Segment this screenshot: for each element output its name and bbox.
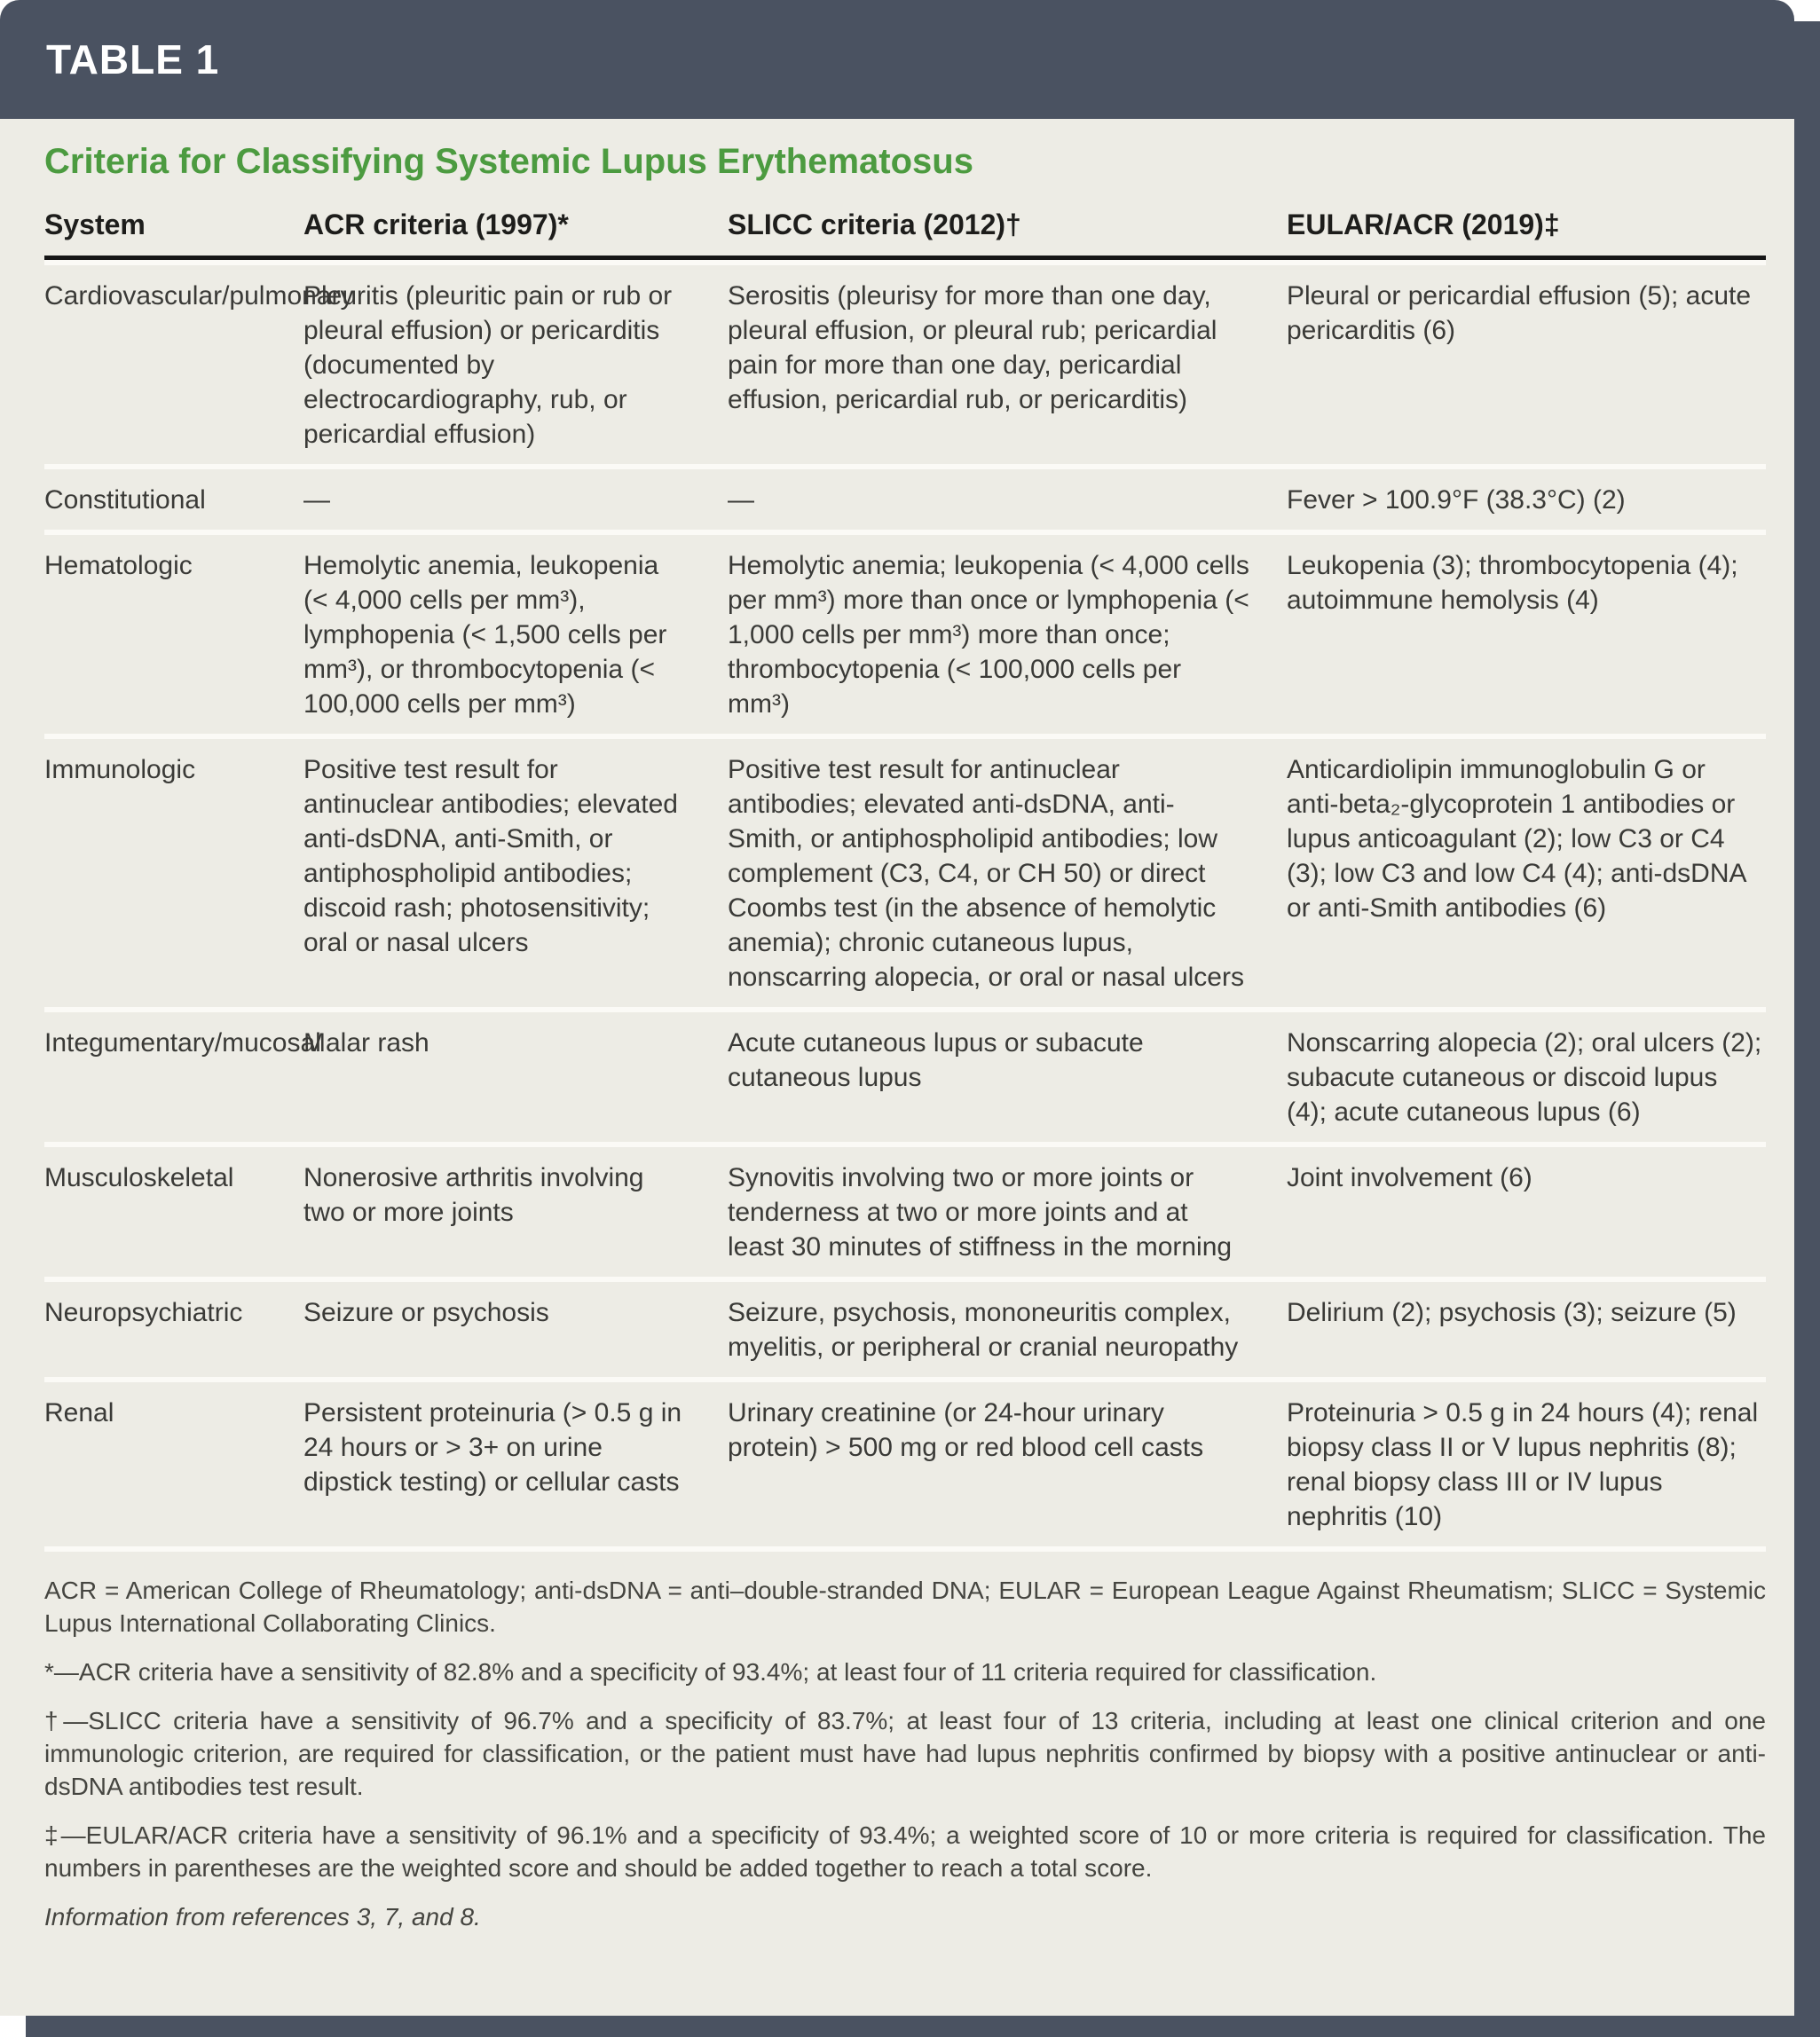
cell-slicc: Serositis (pleurisy for more than one day, pleural effusion, or pleural rub; pericardial pain for more than one day, pericardial effusion, pericardial rub, or pericarditis): [728, 281, 1217, 414]
footnote-slicc: †—SLICC criteria have a sensitivity of 96.7% and a specificity of 83.7%; at least four of 13 criteria, including at least one clinical criterion and one immunologic criterion, are required for classification, or the patient must have had lupus nephritis confirmed by biopsy with a positive antinuclear or anti-dsDNA antibodies test result.: [44, 1706, 1766, 1800]
column-header-slicc: SLICC criteria (2012)†: [728, 208, 1021, 240]
cell-system: Immunologic: [44, 755, 196, 784]
cell-eular: Joint involvement (6): [1287, 1163, 1532, 1192]
cell-acr: Malar rash: [303, 1028, 429, 1058]
footnote-source: Information from references 3, 7, and 8.: [44, 1902, 481, 1931]
cell-eular: Proteinuria > 0.5 g in 24 hours (4); renal biopsy class II or V lupus nephritis (8); renal biopsy class III or IV lupus nephritis (10): [1287, 1398, 1759, 1531]
card-shadow-right: [1794, 21, 1820, 2037]
cell-acr: Hemolytic anemia, leukopenia (< 4,000 cells per mm³), lymphopenia (< 1,500 cells per mm³), or thrombocytopenia (< 100,000 cells per mm³): [303, 551, 667, 719]
cell-acr: Seizure or psychosis: [303, 1298, 549, 1327]
cell-system: Cardiovascular/pulmonary: [44, 281, 354, 311]
cell-slicc: —: [728, 485, 754, 515]
table-header-bar: [0, 0, 1794, 119]
cell-eular: Nonscarring alopecia (2); oral ulcers (2); subacute cutaneous or discoid lupus (4); acute cutaneous lupus (6): [1287, 1028, 1762, 1127]
table-title: Criteria for Classifying Systemic Lupus Erythematosus: [44, 142, 973, 181]
table-row-integumentary: [44, 1007, 1766, 1142]
cell-slicc: Synovitis involving two or more joints or tenderness at two or more joints and at least 30 minutes of stiffness in the morning: [728, 1163, 1233, 1262]
cell-system: Musculoskeletal: [44, 1163, 234, 1192]
table-row-immunologic: [44, 734, 1766, 1007]
table-label: TABLE 1: [46, 36, 220, 83]
cell-acr: Positive test result for antinuclear antibodies; elevated anti-dsDNA, anti-Smith, or antiphospholipid antibodies; discoid rash; photosensitivity; oral or nasal ulcers: [303, 755, 678, 957]
cell-system: Renal: [44, 1398, 114, 1427]
cell-slicc: Positive test result for antinuclear antibodies; elevated anti-dsDNA, anti-Smith, or antiphospholipid antibodies; low complement (C3, C4, or CH 50) or direct Coombs test (in the absence of hemolytic anemia); chronic cutaneous lupus, nonscarring alopecia, or oral or nasal ulcers: [728, 755, 1244, 992]
footnotes: [44, 1575, 1766, 1934]
column-header-acr: ACR criteria (1997)*: [303, 208, 569, 240]
footnote-acr: *—ACR criteria have a sensitivity of 82.8% and a specificity of 93.4%; at least four of 11 criteria required for classification.: [44, 1657, 1377, 1686]
cell-slicc: Seizure, psychosis, mononeuritis complex, myelitis, or peripheral or cranial neuropathy: [728, 1298, 1239, 1362]
cell-system: Integumentary/mucosal: [44, 1028, 321, 1058]
cell-system: Constitutional: [44, 485, 206, 515]
table-end-divider: [44, 1546, 1766, 1552]
footnote-abbreviations: ACR = American College of Rheumatology; anti-dsDNA = anti–double-stranded DNA; EULAR = European League Against Rheumatism; SLICC = Systemic Lupus International Collaborating Clinics.: [44, 1577, 1766, 1637]
column-header-system: System: [44, 208, 146, 240]
cell-slicc: Hemolytic anemia; leukopenia (< 4,000 cells per mm³) more than once or lymphopenia (< 1,000 cells per mm³) more than once; thrombocytopenia (< 100,000 cells per mm³): [728, 551, 1249, 719]
column-header-eular: EULAR/ACR (2019)‡: [1287, 208, 1560, 240]
cell-slicc: Acute cutaneous lupus or subacute cutaneous lupus: [728, 1028, 1144, 1092]
table-body: [0, 119, 1794, 2016]
table-row-cardiovascular: [44, 260, 1766, 464]
cell-eular: Pleural or pericardial effusion (5); acute pericarditis (6): [1287, 281, 1752, 345]
table-row-hematologic: [44, 530, 1766, 734]
cell-acr: Nonerosive arthritis involving two or more joints: [303, 1163, 644, 1227]
cell-system: Neuropsychiatric: [44, 1298, 243, 1327]
cell-system: Hematologic: [44, 551, 193, 580]
footnote-eular: ‡—EULAR/ACR criteria have a sensitivity of 96.1% and a specificity of 93.4%; a weighted score of 10 or more criteria is required for classification. The numbers in parentheses are the weighted score and should be added together to reach a total score.: [44, 1821, 1766, 1882]
table-row-renal: [44, 1377, 1766, 1546]
cell-acr: Persistent proteinuria (> 0.5 g in 24 hours or > 3+ on urine dipstick testing) or cellular casts: [303, 1398, 682, 1497]
cell-eular: Fever > 100.9°F (38.3°C) (2): [1287, 485, 1626, 515]
table-row-musculoskeletal: [44, 1142, 1766, 1277]
cell-eular: Leukopenia (3); thrombocytopenia (4); autoimmune hemolysis (4): [1287, 551, 1738, 615]
cell-slicc: Urinary creatinine (or 24-hour urinary protein) > 500 mg or red blood cell casts: [728, 1398, 1204, 1462]
cell-eular: Anticardiolipin immunoglobulin G or anti-beta₂-glycoprotein 1 antibodies or lupus anticoagulant (2); low C3 or C4 (3); low C3 and low C4 (4); anti-dsDNA or anti-Smith antibodies (6): [1287, 755, 1745, 923]
card-shadow-bottom: [26, 2016, 1820, 2037]
table-row-neuropsychiatric: [44, 1277, 1766, 1377]
cell-acr: Pleuritis (pleuritic pain or rub or pleural effusion) or pericarditis (documented by electrocardiography, rub, or pericardial effusion): [303, 281, 673, 449]
column-header-row: [44, 203, 1766, 260]
cell-acr: —: [303, 485, 330, 515]
cell-eular: Delirium (2); psychosis (3); seizure (5): [1287, 1298, 1737, 1327]
table-row-constitutional: [44, 464, 1766, 530]
